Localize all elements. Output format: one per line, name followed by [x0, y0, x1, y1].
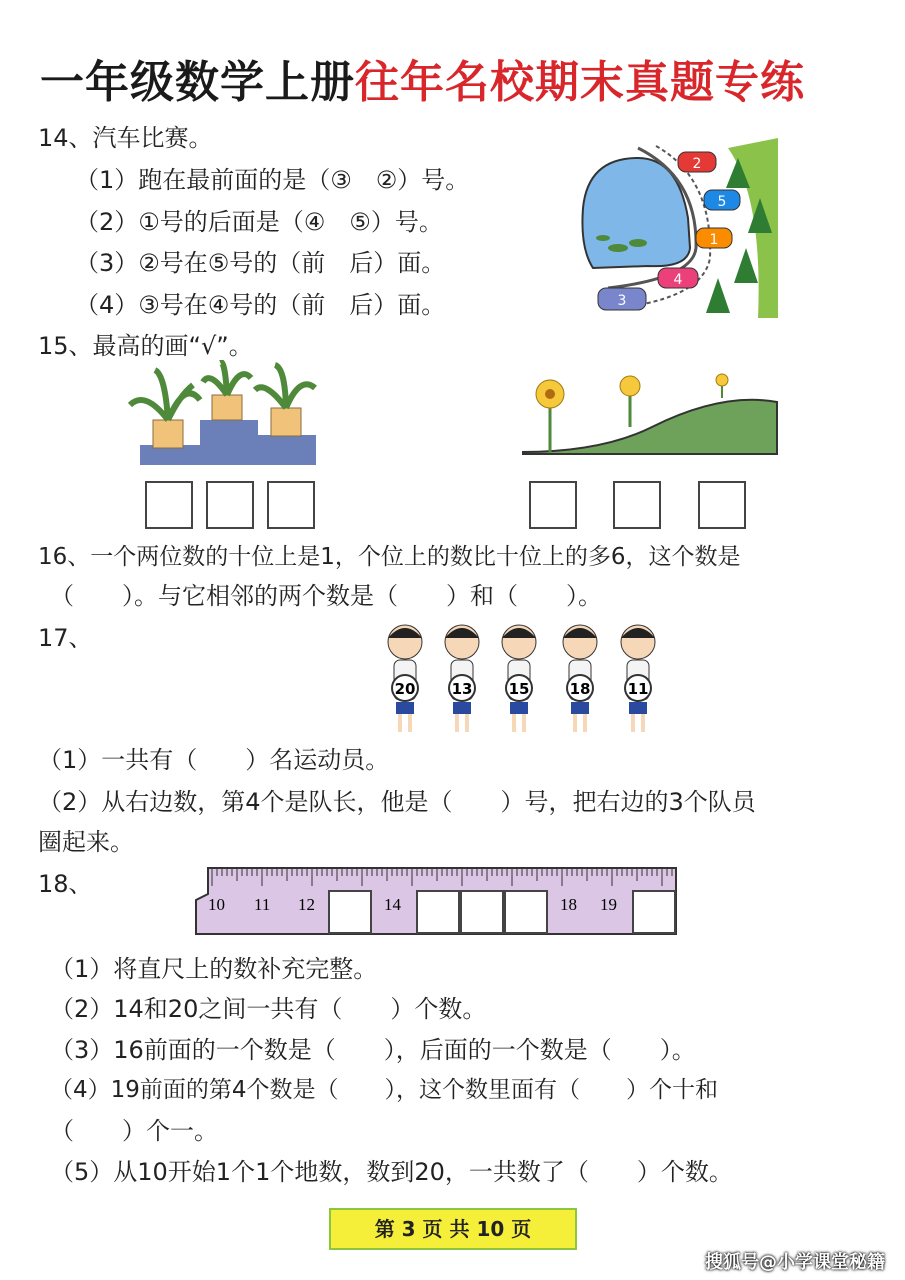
- title-part2: 往年名校期末真题专练: [355, 57, 805, 108]
- svg-text:12: 12: [298, 895, 315, 914]
- svg-text:1: 1: [709, 232, 719, 248]
- car-3: [598, 288, 646, 310]
- svg-text:18: 18: [569, 680, 591, 698]
- q18-line-2: （2）14和20之间一共有（ ）个数。: [50, 995, 487, 1023]
- ruler-blank-16[interactable]: [460, 890, 504, 934]
- ruler-blank-13[interactable]: [328, 890, 372, 934]
- svg-text:5: 5: [717, 194, 727, 210]
- flowers-on-hill-illustration: [522, 372, 780, 458]
- q16-line-1: 16、一个两位数的十位上是1，个位上的数比十位上的多6，这个数是: [38, 544, 741, 570]
- ruler-label-14: [384, 895, 402, 914]
- svg-text:2: 2: [692, 156, 702, 172]
- svg-text:11: 11: [254, 895, 271, 914]
- svg-text:4: 4: [673, 272, 683, 288]
- ruler-label-10: [208, 895, 225, 914]
- ruler-blank-15[interactable]: [416, 890, 460, 934]
- athlete-15: [502, 625, 536, 732]
- svg-text:3: 3: [617, 293, 627, 309]
- q16-line-2: （ ）。与它相邻的两个数是（ ）和（ ）。: [50, 582, 602, 610]
- car-2: [678, 152, 716, 172]
- q18-line-3: （3）16前面的一个数是（ ），后面的一个数是（ ）。: [50, 1036, 696, 1064]
- q17-line-2: （2）从右边数，第4个是队长，他是（ ）号，把右边的3个队员: [38, 788, 756, 816]
- athlete-20: [388, 625, 422, 732]
- car-5: [704, 190, 740, 210]
- q14-line-3: （3）②号在⑤号的（前 后）面。: [75, 249, 446, 277]
- ruler-label-18: [560, 895, 577, 914]
- svg-text:18: 18: [560, 895, 577, 914]
- athlete-13: [445, 625, 479, 732]
- ruler-blank-17[interactable]: [504, 890, 548, 934]
- watermark: 搜狐号@小学课堂秘籍: [705, 1252, 885, 1273]
- answer-box-plant-1[interactable]: [145, 481, 193, 529]
- q14-heading: 14、汽车比赛。: [38, 124, 213, 152]
- q18-heading: 18、: [38, 870, 93, 898]
- race-track-illustration: [578, 138, 778, 320]
- answer-box-flower-3[interactable]: [698, 481, 746, 529]
- page-number-badge: 第 3 页 共 10 页: [329, 1208, 577, 1250]
- q17-heading: 17、: [38, 624, 93, 652]
- q18-line-4: （4）19前面的第4个数是（ ），这个数里面有（ ）个十和: [50, 1077, 719, 1103]
- ruler-blank-20[interactable]: [632, 890, 676, 934]
- ruler-label-19: [600, 895, 617, 914]
- q17-line-1: （1）一共有（ ）名运动员。: [38, 746, 390, 774]
- q17-line-3: 圈起来。: [38, 828, 134, 856]
- q18-line-6: （5）从10开始1个1个地数，数到20，一共数了（ ）个数。: [50, 1158, 733, 1186]
- athlete-18: [563, 625, 597, 732]
- car-1: [696, 228, 732, 248]
- svg-text:10: 10: [208, 895, 225, 914]
- answer-box-flower-1[interactable]: [529, 481, 577, 529]
- ruler-label-12: [298, 895, 315, 914]
- q14-line-2: （2）①号的后面是（④ ⑤）号。: [75, 208, 443, 236]
- answer-box-plant-2[interactable]: [206, 481, 254, 529]
- q14-line-1: （1）跑在最前面的是（③ ②）号。: [75, 166, 470, 194]
- title-part1: 一年级数学上册: [40, 57, 355, 108]
- ruler-label-11: [254, 895, 270, 914]
- svg-text:15: 15: [508, 680, 530, 698]
- page-title: [40, 46, 805, 110]
- plants-on-steps-illustration: [125, 360, 325, 470]
- svg-text:13: 13: [451, 680, 473, 698]
- car-4: [658, 268, 698, 288]
- athlete-11: [621, 625, 655, 732]
- svg-text:19: 19: [600, 895, 617, 914]
- answer-box-flower-2[interactable]: [613, 481, 661, 529]
- q15-heading: 15、最高的画“√”。: [38, 332, 253, 360]
- svg-text:14: 14: [384, 895, 401, 914]
- answer-box-plant-3[interactable]: [267, 481, 315, 529]
- athletes-illustration: [380, 620, 670, 738]
- q18-line-5: （ ）个一。: [50, 1117, 218, 1145]
- svg-text:11: 11: [627, 680, 649, 698]
- q14-line-4: （4）③号在④号的（前 后）面。: [75, 291, 446, 319]
- q18-line-1: （1）将直尺上的数补充完整。: [50, 955, 378, 983]
- svg-text:20: 20: [394, 680, 416, 698]
